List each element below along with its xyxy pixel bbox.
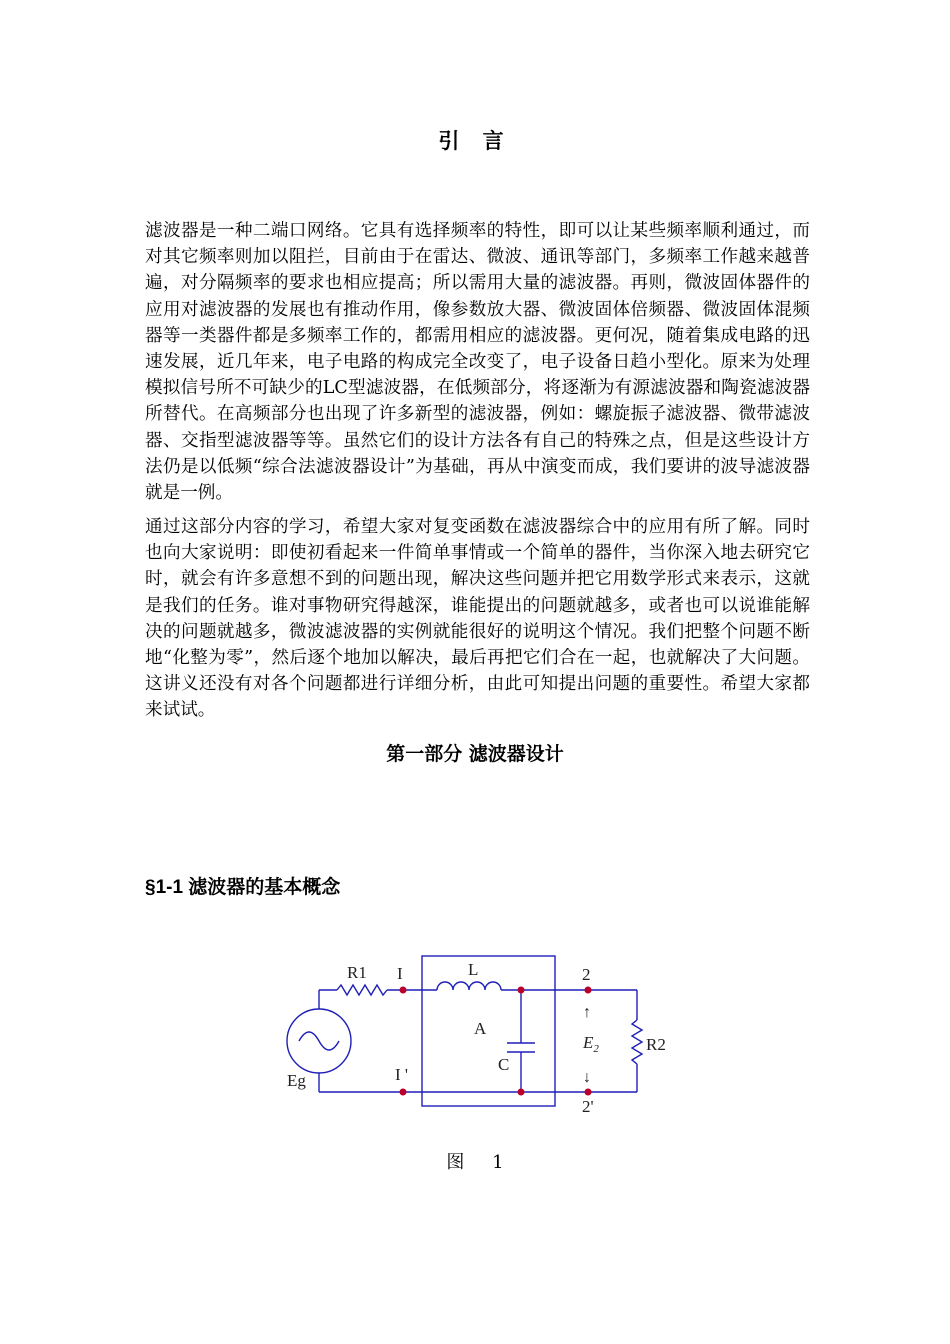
node-2 [585, 987, 592, 994]
node-2-prime [585, 1089, 592, 1096]
label-i: I [397, 964, 403, 983]
resistor-r2 [632, 1020, 642, 1064]
label-i-prime: I ' [395, 1065, 408, 1084]
node-i-prime [400, 1089, 407, 1096]
part-title: 第一部分 滤波器设计 [386, 743, 564, 765]
arrow-up-icon: ↑ [583, 1004, 591, 1021]
two-port-box [422, 956, 555, 1106]
resistor-r1 [337, 985, 387, 995]
intro-title: 引 言 [438, 128, 512, 153]
label-r1: R1 [347, 963, 367, 982]
intro-paragraph-2: 通过这部分内容的学习，希望大家对复变函数在滤波器综合中的应用有所了解。同时也向大家说明：即使初看起来一件简单事情或一个简单的器件，当你深入地去研究它时，就会有许多意想不到的问题出现，解决这些问题并把它用数学形式来表示，这就是我们的任务。谁对事物研究得越深，谁能提出的问题就越多，或者也可以说谁能解决的问题就越多，微波滤波器的实例就能很好的说明这个情况。我们把整个问题不断地“化整为零”，然后逐个地加以解决，最后再把它们合在一起，也就解决了大问题。这讲义还没有对各个问题都进行详细分析，由此可知提出问题的重要性。希望大家都来试试。 [145, 517, 810, 721]
figure-caption: 图 1 [446, 1152, 504, 1173]
label-eg: Eg [287, 1071, 306, 1090]
node-i [400, 987, 407, 994]
inductor-l [437, 982, 501, 990]
label-l: L [468, 960, 479, 979]
label-port-2: 2 [582, 965, 591, 984]
section-title: §1-1 滤波器的基本概念 [145, 877, 341, 898]
node-cap-top [518, 987, 525, 994]
label-c: C [498, 1055, 510, 1074]
intro-paragraph-1: 滤波器是一种二端口网络。它具有选择频率的特性，即可以让某些频率顺利通过，而对其它频率则加以阻拦，目前由于在雷达、微波、通讯等部门，多频率工作越来越普遍，对分隔频率的要求也相应提高；所以需用大量的滤波器。再则，微波固体器件的应用对滤波器的发展也有推动作用，像参数放大器、微波固体倍频器、微波固体混频器等一类器件都是多频率工作的，都需用相应的滤波器。更何况，随着集成电路的迅速发展，近几年来，电子电路的构成完全改变了，电子设备日趋小型化。原来为处理模拟信号所不可缺少的LC型滤波器，在低频部分，将逐渐为有源滤波器和陶瓷滤波器所替代。在高频部分也出现了许多新型的滤波器，例如：螺旋振子滤波器、微带滤波器、交指型滤波器等等。虽然它们的设计方法各有自己的特殊之点，但是这些设计方法仍是以低频“综合法滤波器设计”为基础，再从中演变而成，我们要讲的波导滤波器就是一例。 [145, 221, 810, 504]
label-r2: R2 [646, 1035, 666, 1054]
node-cap-bottom [518, 1089, 525, 1096]
circuit-diagram [278, 948, 678, 1128]
label-port-2-prime: 2' [582, 1097, 594, 1116]
sine-icon [299, 1032, 339, 1050]
label-a: A [474, 1019, 487, 1038]
arrow-down-icon: ↓ [583, 1069, 591, 1086]
label-e2: $E_2$ [583, 1033, 599, 1055]
